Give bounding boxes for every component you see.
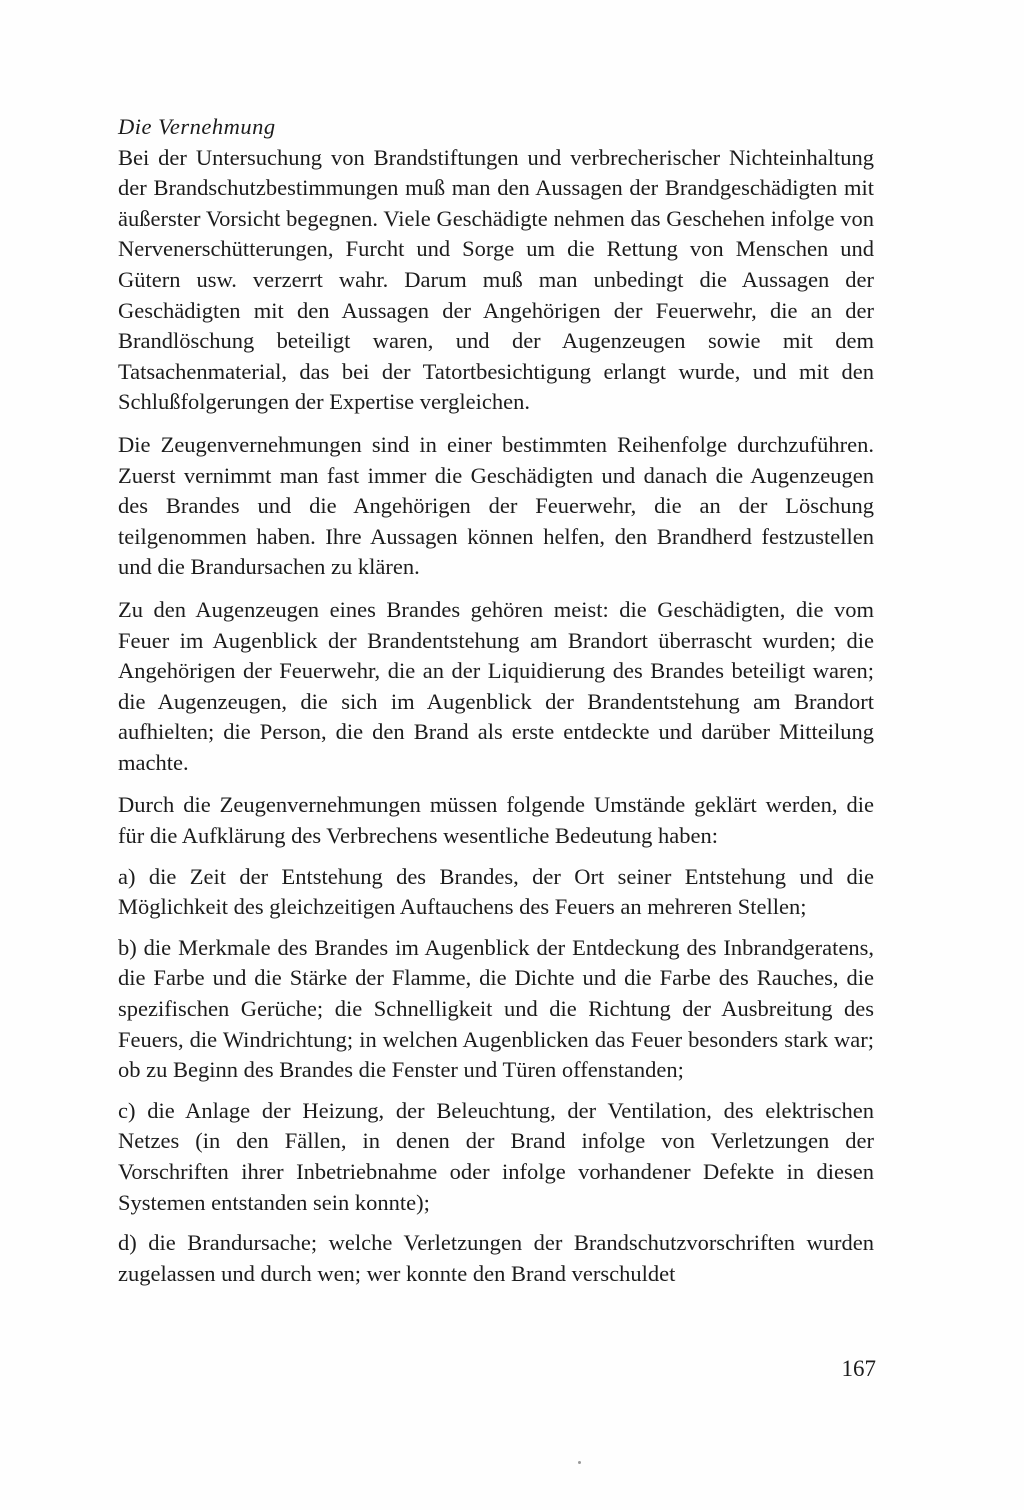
- list-item: d) die Brandursache; welche Verletzungen der Brandschutzvorschriften wurden zugelassen und durch wen; wer konnte den Brand verschuldet: [118, 1230, 874, 1286]
- paragraph: Durch die Zeugenvernehmungen müssen folgende Umstände geklärt werden, die für die Aufklärung des Verbrechens wesentliche Bedeutung haben:: [118, 792, 874, 849]
- page-number: 167: [841, 1356, 876, 1381]
- paragraph: Bei der Untersuchung von Brandstiftungen und verbrecherischer Nichteinhaltung der Brandschutzbestimmungen muß man den Aussagen der Brandgeschädigten mit äußerster Vorsicht begegnen. Viele Geschädigte nehmen das Geschehen infolge von Nervenerschütterungen, Furcht und Sorge um die Rettung von Menschen und Gütern usw. verzerrt wahr. Darum muß man unbedingt die Aussagen der Geschädigten mit den Aussagen der Angehörigen der Feuerwehr, die an der Brandlöschung beteiligt waren, und der Augenzeugen sowie mit dem Tatsachenmaterial, das bei der Tatortbesichtigung erlangt wurde, und mit den Schlußfolgerungen der Expertise vergleichen.: [118, 144, 874, 415]
- section-heading: Die Vernehmung: [118, 114, 276, 139]
- list-item: b) die Merkmale des Brandes im Augenblick der Entdeckung des Inbrandgeratens, die Farbe und die Stärke der Flamme, die Dichte und die Farbe des Rauches, die spezifischen Gerüche; die Schnelligkeit und die Richtung der Ausbreitung des Feuers, die Windrichtung; in welchen Augenblicken das Feuer besonders stark war; ob zu Beginn des Brandes die Fenster und Türen offenstanden;: [118, 934, 874, 1083]
- paper-speck: [578, 1461, 581, 1464]
- paragraph: Zu den Augenzeugen eines Brandes gehören meist: die Geschädigten, die vom Feuer im Augenblick der Brandentstehung am Brandort überrascht wurden; die Angehörigen der Feuerwehr, die an der Liquidierung des Brandes beteiligt waren; die Augenzeugen, die sich im Augenblick der Brandentstehung am Brandort aufhielten; die Person, die den Brand als erste entdeckte und darüber Mitteilung machte.: [118, 596, 874, 775]
- page-body: [118, 112, 874, 1289]
- list-item: c) die Anlage der Heizung, der Beleuchtung, der Ventilation, des elektrischen Netzes (in den Fällen, in denen der Brand infolge von Verletzungen der Vorschriften ihrer Inbetriebnahme oder infolge vorhandener Defekte in diesen Systemen entstanden sein konnte);: [118, 1097, 874, 1215]
- list-item: a) die Zeit der Entstehung des Brandes, der Ort seiner Entstehung und die Möglichkeit des gleichzeitigen Auftauchens des Feuers an mehreren Stellen;: [118, 863, 874, 920]
- paragraph: Die Zeugenvernehmungen sind in einer bestimmten Reihenfolge durchzuführen. Zuerst vernimmt man fast immer die Geschädigten und danach die Augenzeugen des Brandes und die Angehörigen der Feuerwehr, die an der Löschung teilgenommen haben. Ihre Aussagen können helfen, den Brandherd festzustellen und die Brandursachen zu klären.: [118, 431, 874, 580]
